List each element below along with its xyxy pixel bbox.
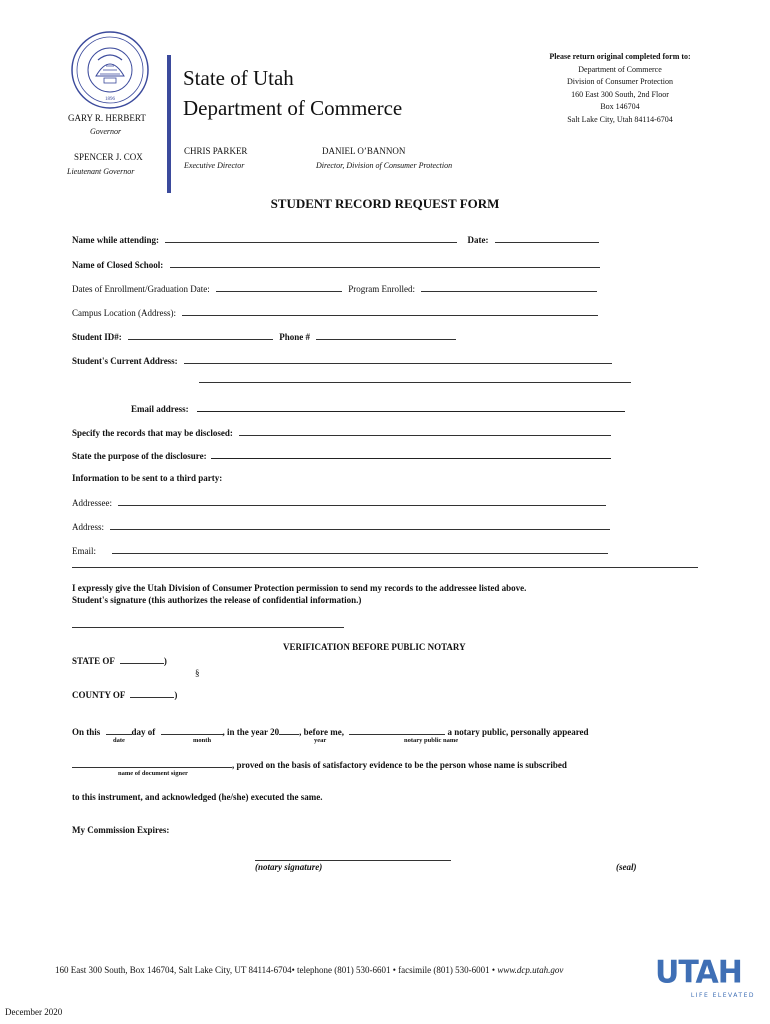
- phone-field[interactable]: [316, 331, 456, 340]
- state-of-field[interactable]: [120, 655, 164, 664]
- sublabel-notary-name: notary public name: [404, 737, 459, 744]
- addressee-field[interactable]: [118, 497, 606, 506]
- lt-governor-title: Lieutenant Governor: [67, 167, 135, 176]
- lt-governor-name: SPENCER J. COX: [74, 152, 143, 162]
- form-date: December 2020: [5, 1007, 63, 1017]
- exec-name: CHRIS PARKER: [184, 146, 248, 156]
- county-of-label: COUNTY OF: [72, 690, 126, 700]
- phone-label: Phone #: [279, 332, 311, 342]
- state-name: State of Utah: [183, 66, 294, 90]
- seal-graphic: [70, 30, 150, 110]
- enrollment-row: [72, 283, 597, 294]
- before-me-text: , before me,: [299, 727, 344, 737]
- county-of-row: COUNTY OF ): [72, 690, 178, 700]
- student-id-label: Student ID#:: [72, 332, 122, 342]
- footer-website-link[interactable]: www.dcp.utah.gov: [497, 965, 564, 975]
- campus-row: [72, 307, 598, 318]
- form-title: STUDENT RECORD REQUEST FORM: [270, 196, 500, 211]
- records-field[interactable]: [239, 427, 611, 436]
- address-label: Address:: [72, 522, 104, 532]
- email-field[interactable]: [197, 403, 625, 412]
- name-label: Name while attending:: [72, 235, 159, 245]
- return-heading: Please return original completed form to:: [549, 52, 691, 61]
- proved-text: , proved on the basis of satisfactory evidence to be the person whose name is subscribed: [232, 760, 567, 770]
- notary-name-field[interactable]: [349, 726, 445, 735]
- purpose-row: [72, 450, 611, 461]
- state-of-label: STATE OF: [72, 656, 115, 666]
- purpose-label: State the purpose of the disclosure:: [72, 451, 207, 461]
- signer-name-field[interactable]: [72, 759, 232, 768]
- letterhead-divider: [167, 55, 171, 193]
- footer-address: [55, 965, 563, 975]
- state-seal: [70, 30, 150, 110]
- governor-name: GARY R. HERBERT: [68, 113, 146, 123]
- section-divider: [72, 567, 698, 568]
- student-id-field[interactable]: [128, 331, 273, 340]
- closed-school-field[interactable]: [170, 259, 600, 268]
- closed-school-row: [72, 259, 600, 270]
- month-field[interactable]: [161, 726, 223, 735]
- signer-row: [72, 759, 567, 770]
- address-field[interactable]: [110, 521, 610, 530]
- notary-heading: VERIFICATION BEFORE PUBLIC NOTARY: [283, 642, 466, 652]
- return-line: Division of Consumer Protection: [567, 77, 673, 86]
- current-address-field-line2[interactable]: [199, 382, 631, 383]
- county-of-field[interactable]: [130, 689, 174, 698]
- governor-title: Governor: [90, 127, 122, 136]
- utah-logo: [655, 954, 763, 999]
- notary-signature-label: (notary signature): [255, 862, 323, 872]
- day-field[interactable]: [106, 726, 132, 735]
- enrollment-field[interactable]: [216, 283, 342, 292]
- return-address-block: [520, 51, 720, 126]
- name-row: [72, 234, 599, 245]
- sublabel-signer: name of document signer: [118, 770, 188, 777]
- in-year-text: , in the year 20: [222, 727, 280, 737]
- department-name: Department of Commerce: [183, 96, 403, 120]
- date-label: Date:: [467, 235, 489, 245]
- director-title: Director, Division of Consumer Protection: [316, 161, 453, 170]
- notary-signature-field[interactable]: [255, 860, 451, 861]
- addressee-row: [72, 497, 606, 508]
- program-field[interactable]: [421, 283, 597, 292]
- student-id-row: [72, 331, 456, 342]
- utah-logo-tagline: LIFE ELEVATED: [690, 992, 755, 999]
- campus-field[interactable]: [182, 307, 598, 316]
- email2-label: Email:: [72, 546, 96, 556]
- closed-school-label: Name of Closed School:: [72, 260, 164, 270]
- email2-field[interactable]: [112, 545, 608, 554]
- notary-public-text: a notary public, personally appeared: [447, 727, 589, 737]
- commission-label: My Commission Expires:: [72, 825, 170, 835]
- on-this-text: On this: [72, 727, 101, 737]
- name-field[interactable]: [165, 234, 457, 243]
- records-label: Specify the records that may be disclosed:: [72, 428, 233, 438]
- year-field[interactable]: [279, 726, 299, 735]
- footer-address-text: 160 East 300 South, Box 146704, Salt Lake City, UT 84114-6704• telephone (801) 530-6601 • facsimile (801) 530-6001 •: [55, 965, 496, 975]
- consent-line-2: Student's signature (this authorizes the release of confidential information.): [72, 595, 362, 605]
- state-of-row: STATE OF ): [72, 656, 167, 666]
- seal-label: (seal): [616, 862, 637, 872]
- sublabel-date: date: [113, 737, 125, 744]
- current-address-row: [72, 355, 612, 366]
- program-label: Program Enrolled:: [348, 284, 415, 294]
- email-label: Email address:: [131, 404, 189, 414]
- return-line: Box 146704: [600, 102, 640, 111]
- return-line: 160 East 300 South, 2nd Floor: [571, 89, 669, 99]
- address-row: [72, 521, 610, 532]
- email2-row: [72, 545, 608, 556]
- addressee-label: Addressee:: [72, 498, 112, 508]
- third-party-label: Information to be sent to a third party:: [72, 473, 223, 483]
- day-of-text: day of: [131, 727, 156, 737]
- section-symbol: §: [195, 668, 200, 678]
- records-row: [72, 427, 611, 438]
- student-signature-field[interactable]: [72, 627, 344, 628]
- consent-line-1: I expressly give the Utah Division of Consumer Protection permission to send my records to the addressee listed above.: [72, 583, 527, 593]
- enrollment-label: Dates of Enrollment/Graduation Date:: [72, 284, 210, 294]
- return-line: Salt Lake City, Utah 84114-6704: [567, 114, 673, 124]
- exec-title: Executive Director: [184, 161, 245, 170]
- notary-statement-row: [72, 726, 589, 737]
- svg-text:1896: 1896: [105, 97, 115, 102]
- sublabel-month: month: [193, 737, 212, 744]
- campus-label: Campus Location (Address):: [72, 308, 176, 318]
- utah-logo-text: UTAH: [655, 954, 742, 991]
- acknowledged-text: to this instrument, and acknowledged (he/she) executed the same.: [72, 792, 323, 802]
- sublabel-year: year: [314, 737, 327, 744]
- email-row: [131, 403, 625, 414]
- return-line: Department of Commerce: [578, 64, 662, 74]
- purpose-field[interactable]: [211, 450, 611, 459]
- director-name: DANIEL O’BANNON: [322, 146, 406, 156]
- date-field[interactable]: [495, 234, 599, 243]
- current-address-field[interactable]: [184, 355, 612, 364]
- current-address-label: Student's Current Address:: [72, 356, 178, 366]
